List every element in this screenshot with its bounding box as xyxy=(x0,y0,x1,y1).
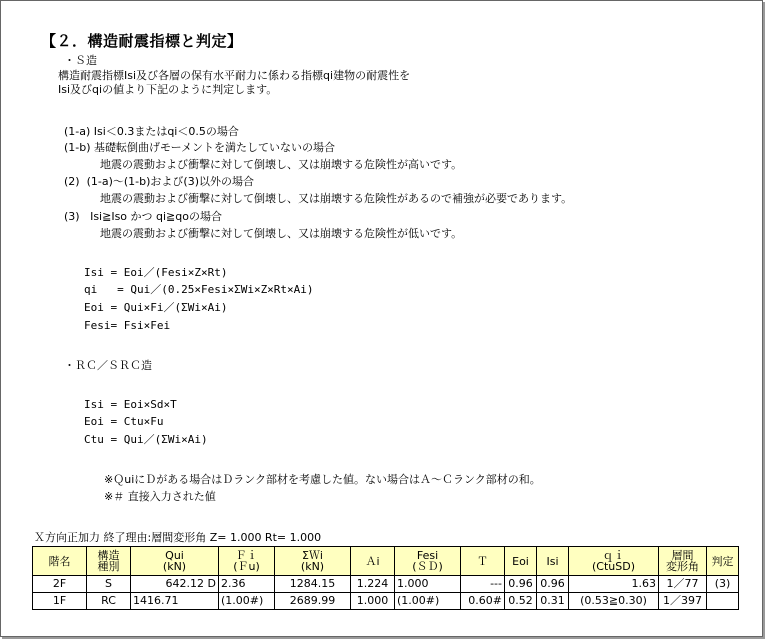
col-header-sum-w: ΣＷi (kN) xyxy=(275,547,351,576)
criterion-2-result: 地震の震動および衝撃に対して倒壊し、又は崩壊する危険性があるので補強が必要であります。 xyxy=(100,192,573,205)
cell-eoi: 0.96 xyxy=(505,576,537,593)
table-row xyxy=(33,576,739,593)
rc-formula-ctu: Ctu = Qui／(ΣWi×Ai) xyxy=(84,433,208,446)
cell-fi: 2.36 xyxy=(219,576,275,593)
criterion-3-result: 地震の震動および衝撃に対して倒壊し、又は崩壊する危険性が低いです。 xyxy=(100,227,463,240)
cell-qui: 1416.71 xyxy=(131,593,219,610)
col-header-fi: Ｆｉ (Ｆu) xyxy=(219,547,275,576)
cell-fesi: (1.00#) xyxy=(395,593,461,610)
cell-isi: 0.31 xyxy=(537,593,569,610)
col-header-qui: Qui (kN) xyxy=(131,547,219,576)
cell-qi: (0.53≧0.30) xyxy=(569,593,659,610)
steel-section-title: ・Ｓ造 xyxy=(64,54,97,67)
col-header-qi: ｑｉ (CtuSD) xyxy=(569,547,659,576)
cell-qi: 1.63 xyxy=(569,576,659,593)
rc-formula-eoi: Eoi = Ctu×Fu xyxy=(84,415,164,428)
cell-floor: 2F xyxy=(33,576,87,593)
criterion-2: (2) (1-a)～(1-b)および(3)以外の場合 xyxy=(64,175,254,188)
formula-eoi: Eoi = Qui×Fi／(ΣWi×Ai) xyxy=(84,301,228,314)
cell-isi: 0.96 xyxy=(537,576,569,593)
col-header-structure: 構造 種別 xyxy=(87,547,131,576)
formula-isi: Isi = Eoi／(Fesi×Z×Rt) xyxy=(84,266,228,279)
cell-structure: RC xyxy=(87,593,131,610)
note-direct-input: ※＃ 直接入力された値 xyxy=(104,490,216,503)
col-header-ai: Ａi xyxy=(351,547,395,576)
cell-eoi: 0.52 xyxy=(505,593,537,610)
intro-line-1: 構造耐震指標Isi及び各層の保有水平耐力に係わる指標qi建物の耐震性を xyxy=(58,69,411,82)
table-caption: Ｘ方向正加力 終了理由:層間変形角 Z= 1.000 Rt= 1.000 xyxy=(34,531,322,544)
cell-judgement: (3) xyxy=(707,576,739,593)
cell-t: --- xyxy=(461,576,505,593)
criterion-3: (3) Isi≧Iso かつ qi≧qoの場合 xyxy=(64,210,222,223)
criterion-1b: (1-b) 基礎転倒曲げモーメントを満たしていないの場合 xyxy=(64,141,336,154)
cell-drift: 1／397 xyxy=(659,593,707,610)
col-header-eoi: Eoi xyxy=(505,547,537,576)
cell-structure: S xyxy=(87,576,131,593)
cell-qui: 642.12 D xyxy=(131,576,219,593)
col-header-isi: Isi xyxy=(537,547,569,576)
rc-section-title: ・ＲＣ／ＳＲＣ造 xyxy=(64,359,152,372)
rc-formula-isi: Isi = Eoi×Sd×T xyxy=(84,398,177,411)
criterion-1a: (1-a) Isi＜0.3またはqi＜0.5の場合 xyxy=(64,125,239,138)
cell-t: 0.60# xyxy=(461,593,505,610)
cell-fesi: 1.000 xyxy=(395,576,461,593)
cell-ai: 1.000 xyxy=(351,593,395,610)
table-row xyxy=(33,593,739,610)
seismic-index-table xyxy=(32,546,739,610)
cell-fi: (1.00#) xyxy=(219,593,275,610)
cell-sum-w: 1284.15 xyxy=(275,576,351,593)
col-header-drift: 層間 変形角 xyxy=(659,547,707,576)
cell-drift: 1／77 xyxy=(659,576,707,593)
cell-sum-w: 2689.99 xyxy=(275,593,351,610)
criterion-1-result: 地震の震動および衝撃に対して倒壊し、又は崩壊する危険性が高いです。 xyxy=(100,158,463,171)
cell-floor: 1F xyxy=(33,593,87,610)
cell-ai: 1.224 xyxy=(351,576,395,593)
formula-qi: qi = Qui／(0.25×Fesi×ΣWi×Z×Rt×Ai) xyxy=(84,283,314,296)
col-header-judgement: 判定 xyxy=(707,547,739,576)
formula-fesi: Fesi= Fsi×Fei xyxy=(84,319,171,332)
col-header-fesi: Fesi (ＳＤ) xyxy=(395,547,461,576)
cell-judgement xyxy=(707,593,739,610)
table-header-row xyxy=(33,547,739,576)
note-d-rank: ※ＱuiにＤがある場合はＤランク部材を考慮した値。ない場合はＡ～Ｃランク部材の和。 xyxy=(104,473,541,486)
section-heading: 【２．構造耐震指標と判定】 xyxy=(41,32,243,50)
col-header-t: Ｔ xyxy=(461,547,505,576)
col-header-floor: 階名 xyxy=(33,547,87,576)
intro-line-2: Isi及びqiの値より下記のように判定します。 xyxy=(58,83,278,96)
